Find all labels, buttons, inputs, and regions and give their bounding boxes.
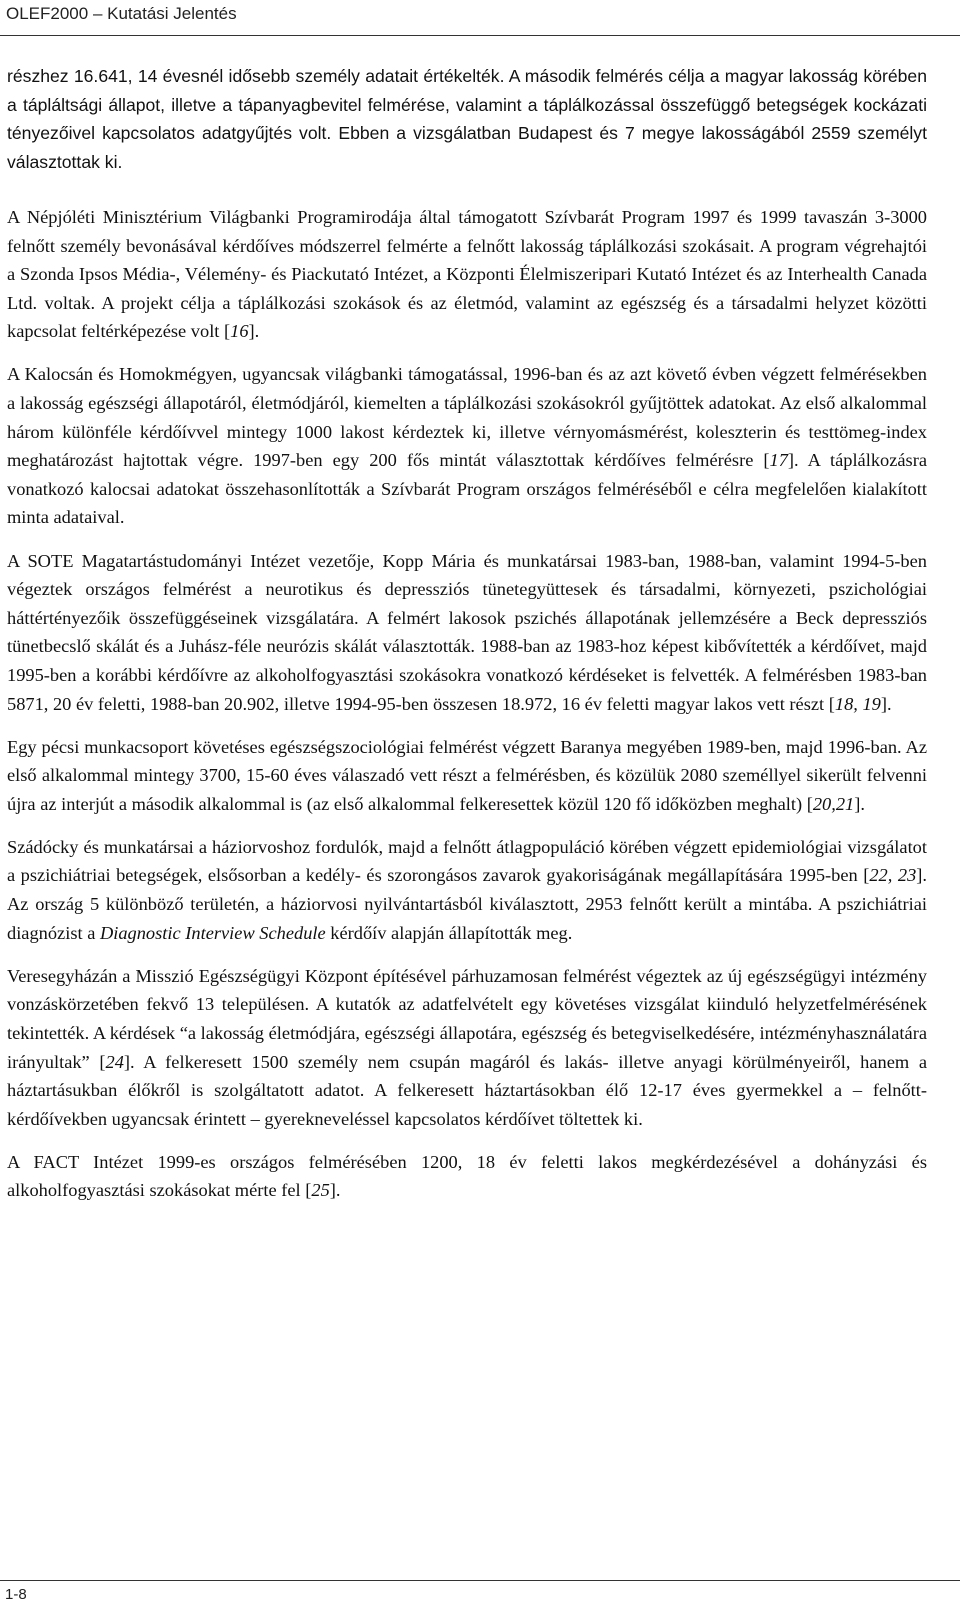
citation-ref: 17 bbox=[769, 450, 788, 471]
paragraph-szivbarat: A Népjóléti Minisztérium Világbanki Programirodája által támogatott Szívbarát Program 1997 és 1999 tavaszán 3-3000 felnőtt személy bevonásával kérdőíves módszerrel felmérte a felnőtt lakosság táplálkozási szokásait. A program végrehajtói a Szonda Ipsos Média-, Vélemény- és Piackutató Intézet, a Központi Élelmiszeripari Kutató Intézet és az Interhealth Canada Ltd. voltak. A projekt célja a táplálkozási szokások és az életmód, valamint az egészség és a társadalmi helyzet közötti kapcsolat feltérképezése volt [16]. bbox=[7, 207, 927, 342]
paragraph-pecs: Egy pécsi munkacsoport követéses egészségszociológiai felmérést végzett Baranya megyében 1989-ben, majd 1996-ban. Az első alkalommal mintegy 3700, 15-60 éves válaszadó vett részt a felmérésben, és közülük 2080 személlyel sikerült felvenni újra az interjút a második alkalommal is (az első alkalommal felkeresettek közül 120 fő időközben meghalt) [20,21]. bbox=[7, 736, 927, 814]
paragraph-fact: A FACT Intézet 1999-es országos felmérésében 1200, 18 év feletti lakos megkérdezésével a dohányzási és alkoholfogyasztási szokásokat mérte fel [25]. bbox=[7, 1151, 927, 1201]
instrument-title: Diagnostic Interview Schedule bbox=[99, 922, 326, 943]
citation-ref: 25 bbox=[311, 1180, 330, 1201]
page-number: 1-8 bbox=[5, 1586, 27, 1603]
paragraph-veresegyhaz: Veresegyházán a Misszió Egészségügyi Központ építésével párhuzamosan felmérést végeztek az új egészségügyi intézmény vonzáskörzetében fekvő 13 településen. A kutatók az adatfelvételt egy követéses vizsgálat kiinduló helyzetfelmérésének tekintették. A kérdések “a lakosság életmódjára, egészségi állapotára, egészség és betegviselkedésére, intézményhasználatára irányultak” [24]. A felkeresett 1500 személy nem csupán magáról és lakás- illetve anyagi körülményeiről, hanem a háztartásukban élőkről is szolgáltatott adatot. A felkeresett háztartásokban élő 12-17 éves gyermekkel a – felnőtt-kérdőívekben ugyancsak érintett – gyerekneveléssel kapcsolatos kérdőívet töltettek ki. bbox=[7, 965, 928, 1129]
citation-ref: 20,21 bbox=[812, 793, 855, 814]
footer-divider bbox=[0, 1580, 960, 1581]
body-text bbox=[7, 203, 927, 1220]
paragraph-kalocsa: A Kalocsán és Homokmégyen, ugyancsak világbanki támogatással, 1996-ban és az azt követő évben végzett felmérésekben a lakosság egészségi állapotáról, életmódjáról, kiemelten a táplálkozási szokásokról gyűjtöttek adatokat. Az első alkalommal három különféle kérdőívvel mintegy 1000 lakost kérdeztek ki, illetve vérnyomásmérést, koleszterin és testtömeg-index meghatározást hajtottak végre. 1997-ben egy 200 fős mintát választottak kérdőíves felmérésre [17]. A táplálkozásra vonatkozó kalocsai adatokat összehasonlították a Szívbarát Program országos felméréséből e célra megfelelően kialakított minta adataival. bbox=[7, 364, 927, 528]
citation-ref: 18, 19 bbox=[834, 693, 881, 714]
citation-ref: 24 bbox=[105, 1051, 124, 1072]
header-divider bbox=[0, 35, 960, 36]
running-header: OLEF2000 – Kutatási Jelentés bbox=[6, 4, 237, 23]
intro-paragraph: részhez 16.641, 14 évesnél idősebb személy adatait értékelték. A második felmérés célja a magyar lakosság körében a tápláltsági állapot, illetve a tápanyagbevitel felmérése, valamint a táplálkozással összefüggő betegségek kockázati tényezőivel kapcsolatos adatgyűjtés volt. Ebben a vizsgálatban Budapest és 7 megye lakosságából 2559 személyt választottak ki. bbox=[7, 66, 927, 172]
paragraph-sote: A SOTE Magatartástudományi Intézet vezetője, Kopp Mária és munkatársai 1983-ban, 1988-ban, valamint 1994-5-ben végeztek országos felmérést a neurotikus és depressziós tünetegyüttesek és társadalmi, környezeti, pszichológiai háttértényezőik összefüggéseinek vizsgálatára. A felmért lakosok pszichés állapotának jellemzésére a Beck depressziós tünetbecslő skálát és a Juhász-féle neurózis skálát választották. 1988-ban az 1983-hoz képest kibővítették a kérdőívet, majd 1995-ben a korábbi kérdőívre az alkoholfogyasztási szokásokra vonatkozó kérdéseket is felvették. A felmérésben 1983-ban 5871, 20 év feletti, 1988-ban 20.902, illetve 1994-95-ben összesen 18.972, 16 év feletti magyar lakos vett részt [18, 19]. bbox=[7, 550, 927, 714]
paragraph-szadocky: Szádócky és munkatársai a háziorvoshoz fordulók, majd a felnőtt átlagpopuláció körében végzett epidemiológiai vizsgálatot a pszichiátriai betegségek, elsősorban a kedély- és szorongásos zavarok gyakoriságának megállapítására 1995-ben [22, 23]. Az ország 5 különböző területén, a háziorvosi nyilvántartásból kiválasztott, 2953 felnőtt került a mintába. A pszichiátriai diagnózist a Diagnostic Interview Schedule kérdőív alapján állapították meg. bbox=[7, 836, 927, 943]
citation-ref: 22, 23 bbox=[869, 865, 917, 886]
citation-ref: 16 bbox=[230, 321, 249, 342]
